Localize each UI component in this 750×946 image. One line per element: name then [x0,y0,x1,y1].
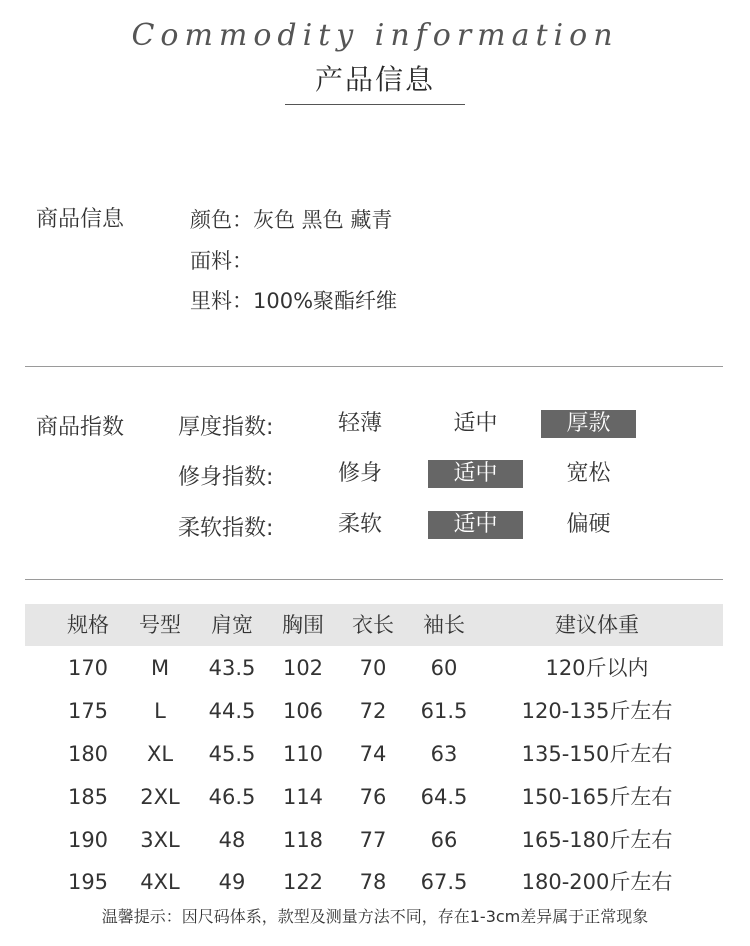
table-cell: 45.5 [208,742,256,766]
fabric-line: 面料： [190,249,253,273]
table-cell: 74 [359,742,387,766]
color-line: 颜色：灰色 黑色 藏青 [190,208,393,232]
table-cell: 175 [67,699,109,723]
table-cell: 61.5 [420,699,468,723]
table-cell: L [154,699,166,723]
table-cell: 165-180斤左右 [521,828,673,852]
lining-line: 里料：100%聚酯纤维 [190,289,398,313]
product-index-label: 商品指数 [36,415,125,440]
table-cell: 195 [67,870,109,894]
table-cell: 2XL [140,785,180,809]
table-cell: 106 [282,699,324,723]
header-cell: 建议体重 [555,613,639,637]
table-cell: 185 [67,785,109,809]
thickness-option-medium: 适中 [453,411,498,436]
table-cell: 70 [359,656,387,680]
table-cell: XL [146,742,174,766]
header-cell: 规格 [67,613,109,637]
table-cell: 114 [282,785,324,809]
size-note: 温馨提示：因尺码体系，款型及测量方法不同，存在1-3cm差异属于正常现象 [101,907,649,926]
table-cell: 170 [67,656,109,680]
header-cell: 号型 [139,613,181,637]
table-cell: 135-150斤左右 [521,742,673,766]
table-cell: 180-200斤左右 [521,870,673,894]
table-cell: 46.5 [208,785,256,809]
softness-option-hard: 偏硬 [566,512,611,537]
thickness-option-thin: 轻薄 [337,411,382,436]
table-cell: 60 [430,656,458,680]
table-cell: M [150,656,170,680]
section-divider [25,579,723,580]
table-cell: 63 [430,742,458,766]
table-cell: 110 [282,742,324,766]
table-cell: 102 [282,656,324,680]
table-cell: 72 [359,699,387,723]
section-divider [25,366,723,367]
table-cell: 4XL [140,870,180,894]
table-cell: 120斤以内 [545,656,649,680]
header-cell: 衣长 [352,613,394,637]
page-title: 产品信息 [314,63,435,96]
table-cell: 3XL [140,828,180,852]
table-cell: 190 [67,828,109,852]
table-cell: 48 [218,828,246,852]
table-cell: 120-135斤左右 [521,699,673,723]
thickness-option-thick-selected: 厚款 [541,410,636,438]
product-info-label: 商品信息 [36,207,125,232]
fit-option-slim: 修身 [337,461,382,486]
softness-option-soft: 柔软 [337,512,382,537]
table-cell: 77 [359,828,387,852]
table-cell: 67.5 [420,870,468,894]
header-cell: 肩宽 [211,613,253,637]
table-cell: 64.5 [420,785,468,809]
header-cell: 袖长 [423,613,465,637]
table-cell: 180 [67,742,109,766]
table-cell: 44.5 [208,699,256,723]
table-cell: 43.5 [208,656,256,680]
table-cell: 66 [430,828,458,852]
softness-index-label: 柔软指数: [178,516,274,541]
table-cell: 76 [359,785,387,809]
table-cell: 118 [282,828,324,852]
softness-option-medium-selected: 适中 [428,511,523,539]
table-cell: 122 [282,870,324,894]
fit-option-medium-selected: 适中 [428,460,523,488]
fit-index-label: 修身指数: [178,465,274,490]
table-cell: 49 [218,870,246,894]
table-cell: 78 [359,870,387,894]
fit-option-loose: 宽松 [566,461,611,486]
script-title: Commodity information [131,18,619,53]
header-cell: 胸围 [282,613,324,637]
title-underline [285,104,465,105]
thickness-index-label: 厚度指数: [178,415,274,440]
table-cell: 150-165斤左右 [521,785,673,809]
